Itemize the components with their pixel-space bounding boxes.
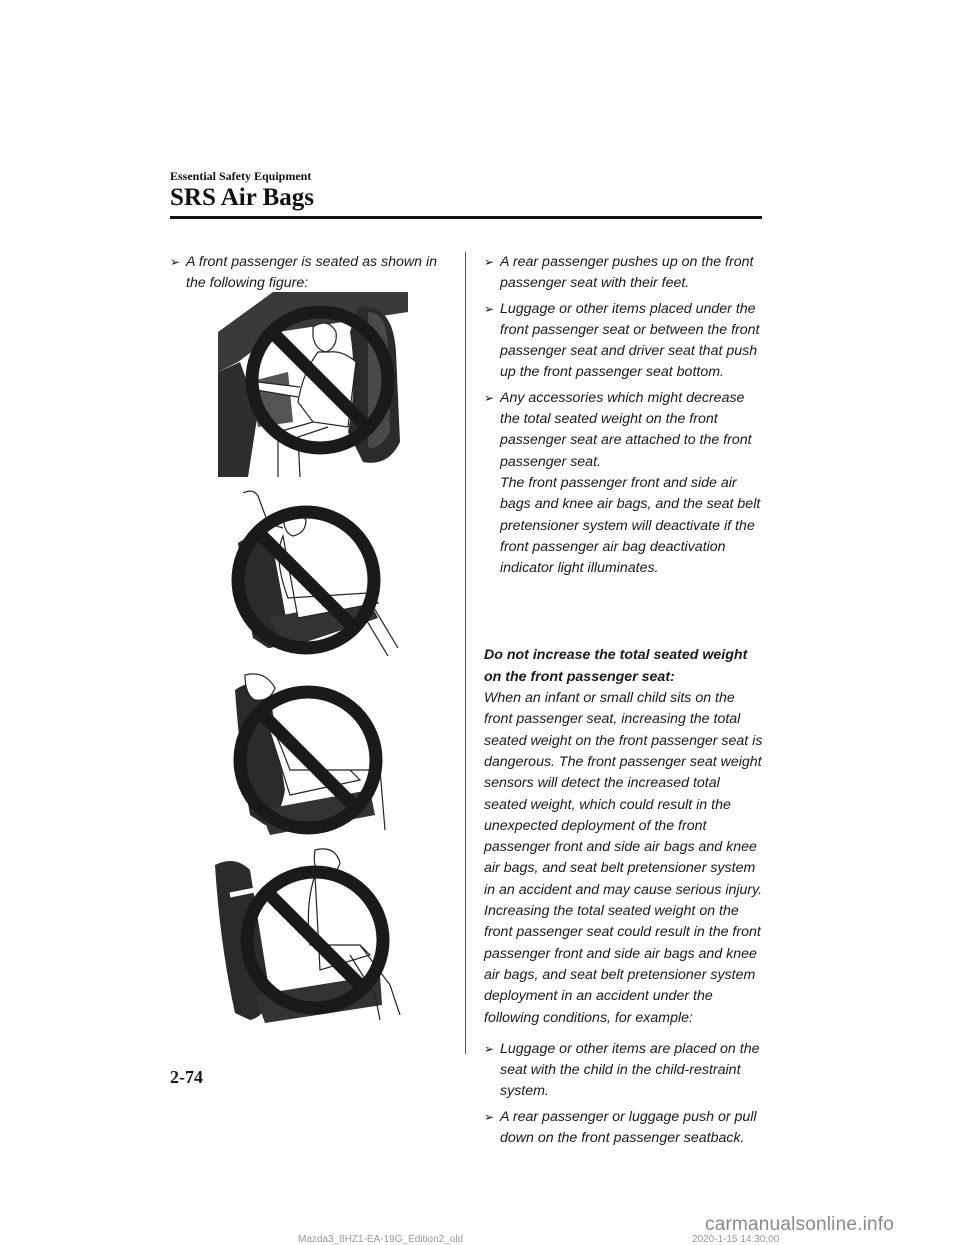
- list-item: [484, 1107, 766, 1150]
- list-item-text: A rear passenger or luggage push or pull down on the front passenger seatback.: [500, 1108, 757, 1146]
- figure-passenger-on-seat-edge: [210, 845, 410, 1025]
- list-item-text: Luggage or other items are placed on the seat with the child in the child-restraint system.: [500, 1040, 760, 1100]
- list-item: [170, 252, 455, 295]
- warning-heading: Do not increase the total seated weight on the front passenger seat:: [484, 647, 748, 685]
- arrow-right-icon: ➢: [484, 301, 495, 316]
- arrow-right-icon: ➢: [170, 255, 181, 269]
- figure-passenger-leaning-forward: [218, 292, 408, 477]
- arrow-right-icon: ➢: [484, 390, 495, 405]
- figure-passenger-reclined-arm-up: [228, 488, 408, 658]
- list-item-text: Luggage or other items placed under the front passenger seat or between the front passenger seat and driver seat that push up the front passenger seat bottom.: [500, 300, 760, 381]
- footer-timestamp: 2020-1-15 14:30:00: [692, 1234, 780, 1245]
- section-label: Essential Safety Equipment: [170, 169, 312, 183]
- left-column: [170, 252, 455, 295]
- arrow-right-icon: ➢: [484, 255, 495, 269]
- page-number: 2-74: [170, 1067, 203, 1087]
- list-item-text: A front passenger is seated as shown in the following figure:: [186, 254, 438, 292]
- title-rule: [170, 216, 762, 219]
- watermark: carmanualsonline.info: [705, 1214, 895, 1235]
- page-title: SRS Air Bags: [170, 184, 315, 211]
- warning-body: When an infant or small child sits on the front passenger seat, increasing the total seated weight on the front passenger seat is dangerous. The front passenger seat weight sensors will detect the increased total seated weight, which could result in the unexpected deployment of the front passenger front and side air bags and knee air bags, and seat belt pretensioner system in an accident and may cause serious injury. Increasing the total seated weight on the front passenger seat could result in the front passenger front and side air bags and knee air bags, and seat belt pretensioner system deployment in an accident under the following conditions, for example:: [484, 690, 763, 1026]
- warning-list: [484, 1039, 766, 1149]
- list-item: [484, 1039, 766, 1103]
- right-column: [484, 252, 766, 1153]
- list-item: [484, 252, 766, 295]
- arrow-right-icon: ➢: [484, 1041, 495, 1056]
- figure-passenger-leaning-sideways: [220, 670, 395, 845]
- deactivation-note: The front passenger front and side air bags and knee air bags, and the seat belt pretensioner system will deactivate if the front passenger air bag deactivation indicator light illuminates.: [500, 474, 761, 577]
- footer-filename: Mazda3_8HZ1-EA-19G_Edition2_old: [298, 1234, 464, 1245]
- column-divider: [465, 252, 466, 1054]
- list-item-text: A rear passenger pushes up on the front passenger seat with their feet.: [500, 254, 754, 292]
- arrow-right-icon: ➢: [484, 1109, 495, 1124]
- list-item: [484, 388, 766, 580]
- list-item-text: Any accessories which might decrease the total seated weight on the front passenger seat are attached to the front passenger seat.: [500, 389, 752, 470]
- list-item: [484, 299, 766, 384]
